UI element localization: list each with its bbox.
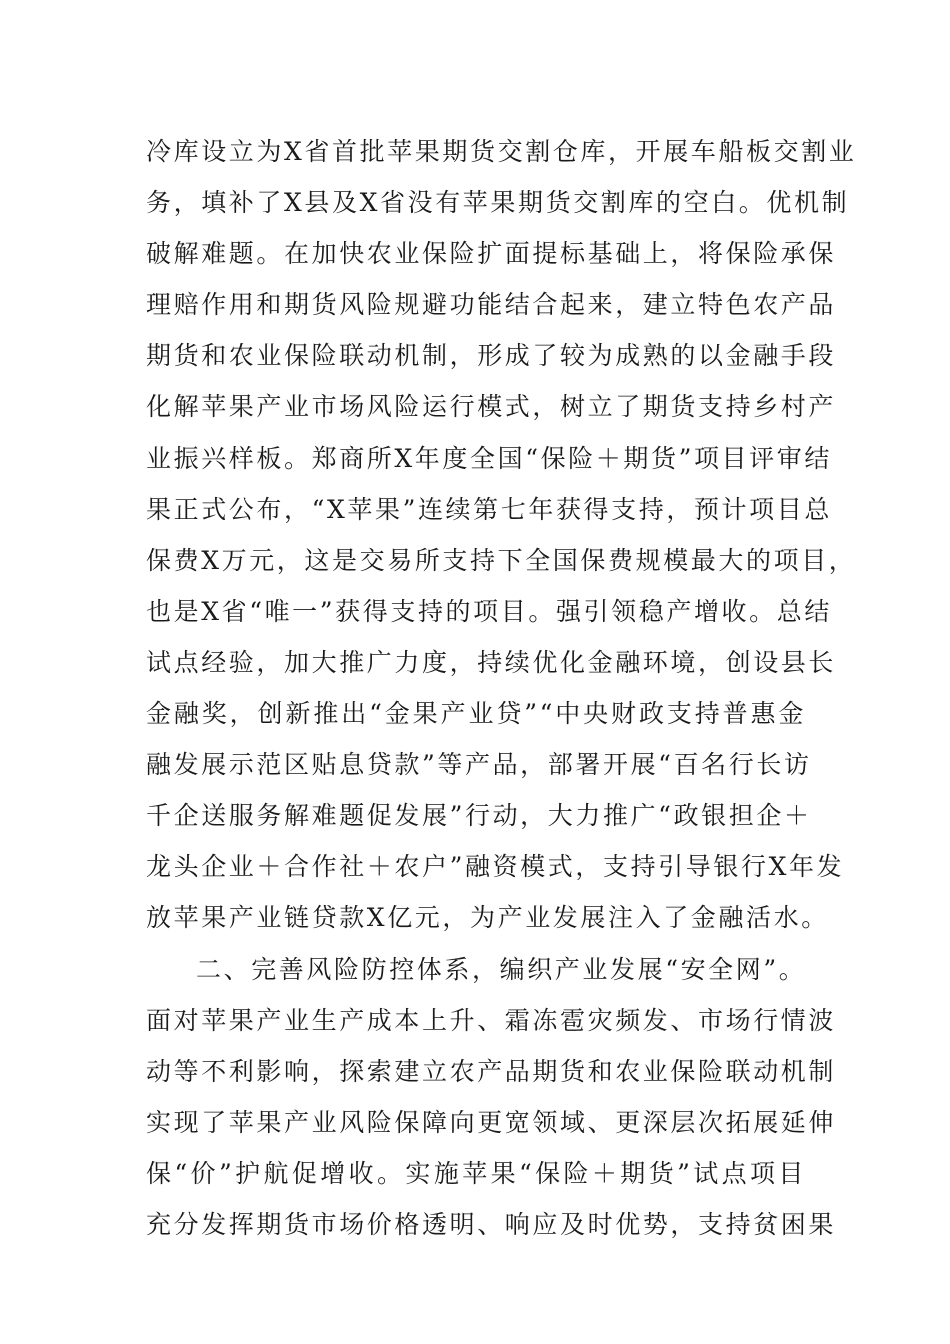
text-line-22: 充分发挥期货市场价格透明、响应及时优势，支持贫困果 bbox=[146, 1209, 837, 1239]
text-line-21: 保“价”护航促增收。实施苹果“保险＋期货”试点项目 bbox=[146, 1158, 806, 1188]
text-line-20: 实现了苹果产业风险保障向更宽领域、更深层次拓展延伸 bbox=[146, 1107, 837, 1137]
text-line-13: 融发展示范区贴息贷款”等产品，部署开展“百名行长访 bbox=[146, 750, 812, 780]
text-line-14: 千企送服务解难题促发展”行动，大力推广“政银担企＋ bbox=[146, 801, 812, 831]
text-line-8: 果正式公布，“X苹果”连续第七年获得支持，预计项目总 bbox=[146, 494, 832, 524]
text-line-6: 化解苹果产业市场风险运行模式，树立了期货支持乡村产 bbox=[146, 392, 837, 422]
text-line-18: 面对苹果产业生产成本上升、霜冻雹灾频发、市场行情波 bbox=[146, 1005, 837, 1035]
text-line-9: 保费X万元，这是交易所支持下全国保费规模最大的项目， bbox=[146, 545, 857, 575]
text-line-2: 务，填补了X县及X省没有苹果期货交割库的空白。优机制 bbox=[146, 188, 850, 218]
text-line-3: 破解难题。在加快农业保险扩面提标基础上，将保险承保 bbox=[146, 239, 837, 269]
text-line-12: 金融奖，创新推出“金果产业贷”“中央财政支持普惠金 bbox=[146, 699, 806, 729]
text-line-5: 期货和农业保险联动机制，形成了较为成熟的以金融手段 bbox=[146, 341, 837, 371]
document-body bbox=[146, 126, 857, 1250]
text-line-11: 试点经验，加大推广力度，持续优化金融环境，创设县长 bbox=[146, 647, 837, 677]
section-heading-line: 二、完善风险防控体系，编织产业发展“安全网”。 bbox=[196, 954, 807, 984]
text-line-19: 动等不利影响，探索建立农产品期货和农业保险联动机制 bbox=[146, 1056, 837, 1086]
text-line-10: 也是X省“唯一”获得支持的项目。强引领稳产增收。总结 bbox=[146, 596, 832, 626]
text-line-7: 业振兴样板。郑商所X年度全国“保险＋期货”项目评审结 bbox=[146, 443, 832, 473]
text-line-1: 冷库设立为X省首批苹果期货交割仓库，开展车船板交割业 bbox=[146, 137, 857, 166]
text-line-4: 理赔作用和期货风险规避功能结合起来，建立特色农产品 bbox=[146, 290, 837, 320]
text-line-15: 龙头企业＋合作社＋农户”融资模式，支持引导银行X年发 bbox=[146, 852, 845, 882]
text-line-16: 放苹果产业链贷款X亿元，为产业发展注入了金融活水。 bbox=[146, 903, 829, 933]
